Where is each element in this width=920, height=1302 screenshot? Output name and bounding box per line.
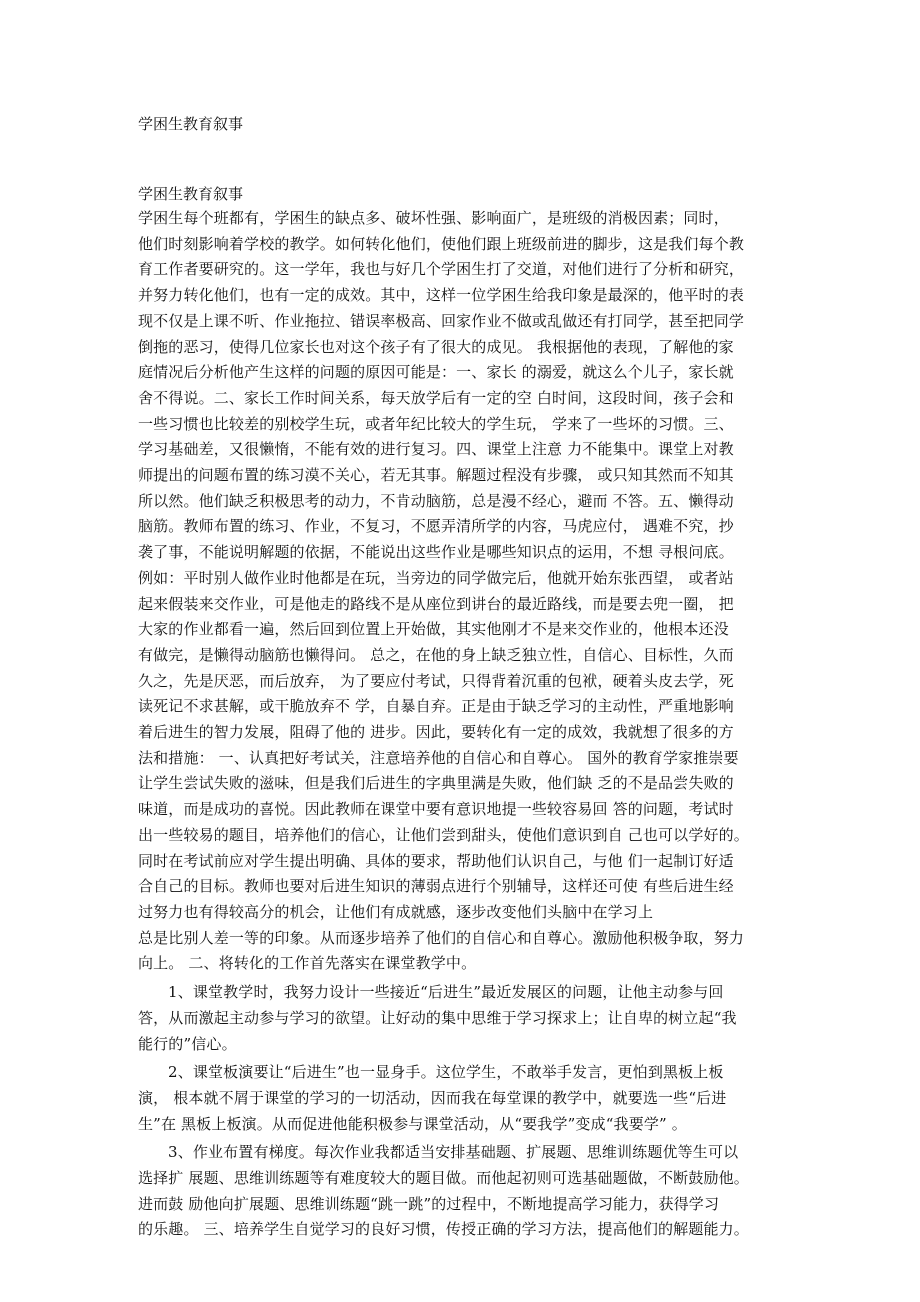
text-line: 让学生尝试失败的滋味，但是我们后进生的字典里满是失败，他们缺 乏的不是品尝失败的 <box>138 774 734 793</box>
text-line: 选择扩 展题、思维训练题等有难度较大的题目做。而他起初则可选基础题做，不断鼓励他。 <box>138 1169 749 1188</box>
text-line: 庭情况后分析他产生这样的问题的原因可能是：一、家长 的溺爱，就这么个儿子，家长就 <box>138 363 734 382</box>
paragraph-3 <box>138 1140 788 1243</box>
text-line: 味道，而是成功的喜悦。因此教师在课堂中要有意识地提一些较容易回 答的问题，考试时 <box>138 800 734 819</box>
text-line: 演， 根本就不屑于课堂的学习的一切活动，因而我在每堂课的教学中，就要选一些“后进 <box>138 1088 727 1107</box>
text-line: 法和措施： 一、认真把好考试关，注意培养他的自信心和自尊心。 国外的教育学家推崇要 <box>138 748 739 767</box>
paragraph-1 <box>138 980 788 1057</box>
text-line: 2、课堂板演要让“后进生”也一显身手。这位学生，不敢举手发言，更怕到黑板上板 <box>168 1063 724 1082</box>
text-line: 脑筋。教师布置的练习、作业，不复习，不愿弄清所学的内容，马虎应付， 遇难不究，抄 <box>138 517 734 536</box>
text-line: 进而鼓 励他向扩展题、思维训练题“跳一跳”的过程中，不断地提高学习能力，获得学习 <box>138 1194 720 1213</box>
text-line: 合自己的目标。教师也要对后进生知识的薄弱点进行个别辅导，这样还可使 有些后进生经 <box>138 877 734 896</box>
text-line: 的乐趣。 三、培养学生自觉学习的良好习惯，传授正确的学习方法，提高他们的解题能力。 <box>138 1220 749 1239</box>
text-line: 过努力也有得较高分的机会，让他们有成就感，逐步改变他们头脑中在学习上 <box>138 902 654 921</box>
text-line: 学困生每个班都有，学困生的缺点多、破坏性强、影响面广，是班级的消极因素；同时， <box>138 209 729 227</box>
text-line: 总是比别人差一等的印象。从而逐步培养了他们的自信心和自尊心。激励他积极争取，努力 <box>138 928 745 947</box>
text-line: 例如：平时别人做作业时他都是在玩，当旁边的同学做完后，他就开始东张西望， 或者站 <box>138 568 734 587</box>
main-text-block <box>138 206 788 977</box>
text-line: 同时在考试前应对学生提出明确、具体的要求，帮助他们认识自己，与他 们一起制订好适 <box>138 851 734 870</box>
text-line: 起来假装来交作业，可是他走的路线不是从座位到讲台的最近路线，而是要去兜一圈， 把 <box>138 594 734 613</box>
text-line: 大家的作业都看一遍，然后回到位置上开始做，其实他刚才不是来交作业的，他根本还没 <box>138 620 729 639</box>
text-line: 育工作者要研究的。这一学年，我也与好几个学困生打了交道，对他们进行了分析和研究， <box>138 260 745 279</box>
text-line: 有做完，是懒得动脑筋也懒得问。 总之，在他的身上缺乏独立性，自信心、目标性，久而 <box>138 645 734 664</box>
text-line: 所以然。他们缺乏积极思考的动力，不肯动脑筋，总是漫不经心，避而 不答。五、懒得动 <box>138 491 734 510</box>
text-line: 久之，先是厌恶，而后放弃， 为了要应付考试，只得背着沉重的包袱，硬着头皮去学，死 <box>138 671 734 690</box>
text-line: 出一些较易的题目，培养他们的信心，让他们尝到甜头，使他们意识到自 己也可以学好的。 <box>138 825 749 844</box>
text-line: 1、课堂教学时，我努力设计一些接近“后进生”最近发展区的问题，让他主动参与回 <box>168 983 724 1002</box>
text-line: 着后进生的智力发展，阻碍了他的 进步。因此，要转化有一定的成效，我就想了很多的方 <box>138 723 734 742</box>
body-title: 学困生教育叙事 <box>138 185 244 203</box>
text-line: 向上。 二、将转化的工作首先落实在课堂教学中。 <box>138 954 477 973</box>
text-line: 倒拖的恶习，使得几位家长也对这个孩子有了很大的成见。 我根据他的表现，了解他的家 <box>138 337 734 356</box>
text-line: 答，从而激起主动参与学习的欲望。让好动的集中思维于学习探求上；让自卑的树立起“我 <box>138 1008 737 1027</box>
text-line: 袭了事，不能说明解题的依据，不能说出这些作业是哪些知识点的运用，不想 寻根问底。 <box>138 543 734 562</box>
text-line: 3、作业布置有梯度。每次作业我都适当安排基础题、扩展题、思维训练题优等生可以 <box>168 1143 739 1162</box>
text-line: 现不仅是上课不听、作业拖拉、错误率极高、回家作业不做或乱做还有打同学，甚至把同学 <box>138 311 745 330</box>
text-line: 他们时刻影响着学校的教学。如何转化他们，使他们跟上班级前进的脚步，这是我们每个教 <box>138 234 745 253</box>
text-line: 生”在 黑板上板演。从而促进他能积极参与课堂活动，从“要我学”变成“我要学” 。 <box>138 1114 687 1133</box>
text-line: 学习基础差，又很懒惰，不能有效的进行复习。四、课堂上注意 力不能集中。课堂上对教 <box>138 440 734 459</box>
text-line: 师提出的问题布置的练习漠不关心，若无其事。解题过程没有步骤， 或只知其然而不知其 <box>138 466 734 485</box>
text-line: 能行的”信心。 <box>138 1034 237 1053</box>
paragraph-2 <box>138 1060 788 1137</box>
text-line: 读死记不求甚解，或干脆放弃不 学，自暴自弃。正是由于缺乏学习的主动性，严重地影响 <box>138 697 734 716</box>
document-header-title: 学困生教育叙事 <box>138 115 244 133</box>
document-body <box>138 182 788 1243</box>
text-line: 并努力转化他们，也有一定的成效。其中，这样一位学困生给我印象是最深的，他平时的表 <box>138 286 745 305</box>
text-line: 舍不得说。二、家长工作时间关系，每天放学后有一定的空 白时间，这段时间，孩子会和 <box>138 388 734 407</box>
text-line: 一些习惯也比较差的别校学生玩，或者年纪比较大的学生玩， 学来了一些坏的习惯。三、 <box>138 414 734 433</box>
